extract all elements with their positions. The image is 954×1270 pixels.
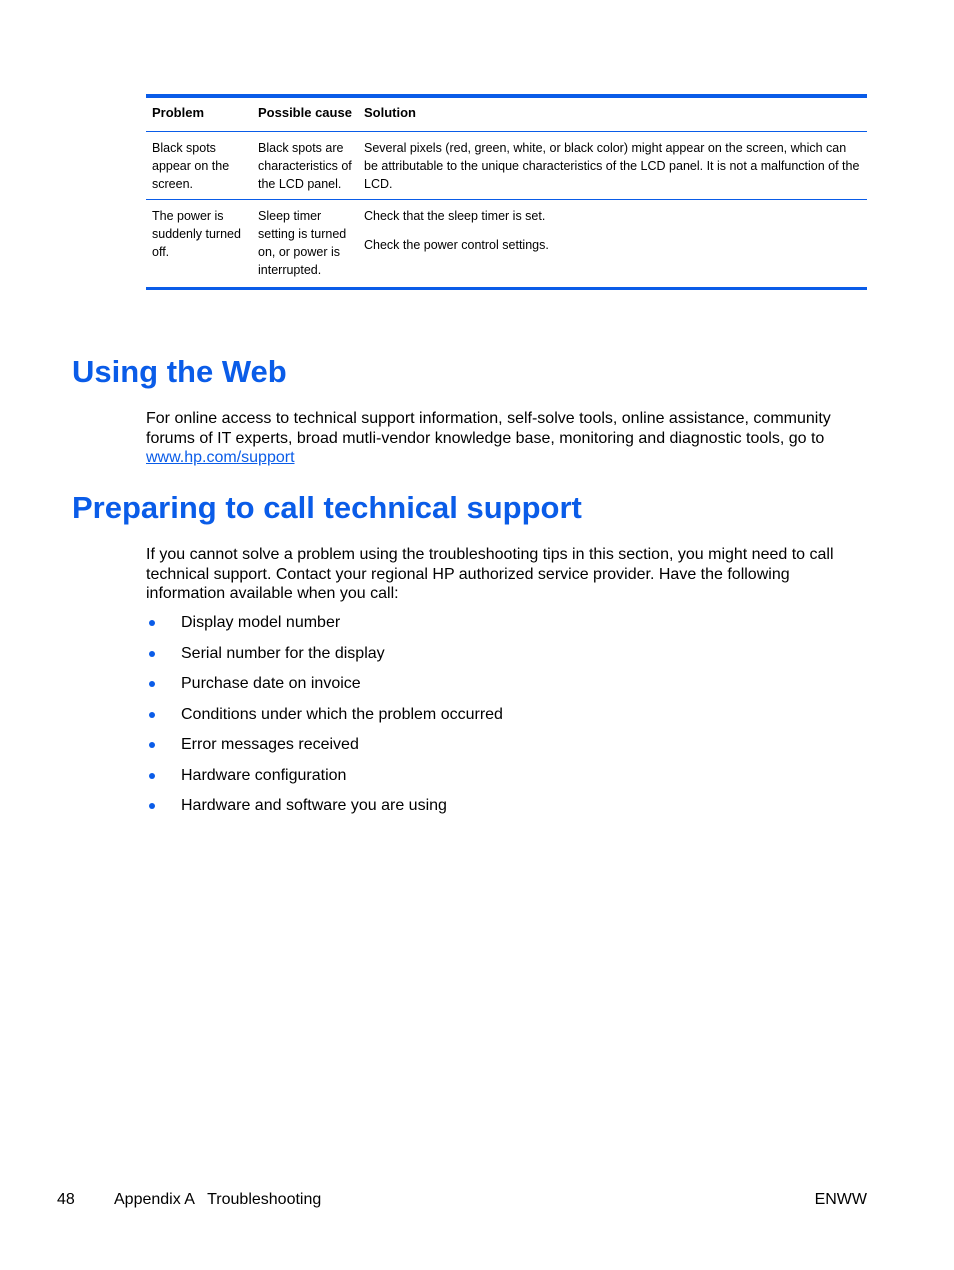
bullet-icon <box>149 803 155 809</box>
list-item-text: Purchase date on invoice <box>181 675 361 692</box>
solution-text: Several pixels (red, green, white, or black color) might appear on the screen, which can be attributable to the unique characteristics of the LCD panel. It is not a malfunction of the LCD. <box>364 141 860 191</box>
bullet-icon <box>149 620 155 626</box>
cause-cell: Sleep timer setting is turned on, or power is interrupted. <box>258 209 347 277</box>
solution-cell <box>358 132 867 200</box>
problem-cell: Black spots appear on the screen. <box>146 132 252 200</box>
header-possible-cause: Possible cause <box>252 96 358 132</box>
list-item-text: Hardware configuration <box>181 766 347 784</box>
bullet-icon <box>149 651 155 657</box>
solution-cell <box>358 200 867 289</box>
web-body-text: For online access to technical support information, self-solve tools, online assistance, community forums of IT experts, broad mutli-vendor knowledge base, monitoring and diagnostic tools, go to <box>146 410 831 447</box>
solution-text: Check that the sleep timer is set. <box>364 209 546 223</box>
list-item-text: Error messages received <box>181 736 359 753</box>
table-row <box>146 132 867 200</box>
troubleshooting-table <box>146 94 867 290</box>
bullet-icon <box>149 773 155 779</box>
list-item-text: Conditions under which the problem occurred <box>181 705 503 723</box>
page-number: 48 <box>57 1191 75 1208</box>
table-row <box>146 200 867 289</box>
using-the-web-heading: Using the Web <box>72 354 287 389</box>
list-item <box>146 673 503 704</box>
cause-cell: Black spots are characteristics of the LCD panel. <box>252 132 358 200</box>
list-item <box>146 795 503 826</box>
edition-label: ENWW <box>814 1191 867 1208</box>
bullet-icon <box>149 742 155 748</box>
list-item-text: Display model number <box>181 614 341 631</box>
table-header-row <box>146 96 867 132</box>
list-item <box>146 643 503 674</box>
list-item-text: Hardware and software you are using <box>181 797 447 814</box>
chapter-title: Appendix A Troubleshooting <box>114 1191 322 1208</box>
problem-cell: The power is suddenly turned off. <box>152 209 241 259</box>
hp-support-link[interactable]: www.hp.com/support <box>146 449 295 466</box>
header-solution: Solution <box>358 96 867 132</box>
using-the-web-paragraph <box>146 409 866 468</box>
list-item <box>146 734 503 765</box>
support-paragraph: If you cannot solve a problem using the troubleshooting tips in this section, you might need to call technical support. Contact your regional HP authorized service provider. Have the following information available when you call: <box>146 546 834 602</box>
bullet-icon <box>149 681 155 687</box>
list-item <box>146 704 503 735</box>
support-info-list <box>146 612 503 826</box>
list-item <box>146 612 503 643</box>
list-item <box>146 765 503 796</box>
list-item-text: Serial number for the display <box>181 644 385 662</box>
bullet-icon <box>149 712 155 718</box>
preparing-support-heading: Preparing to call technical support <box>72 490 582 525</box>
header-problem: Problem <box>146 96 252 132</box>
solution-text: Check the power control settings. <box>364 238 549 252</box>
